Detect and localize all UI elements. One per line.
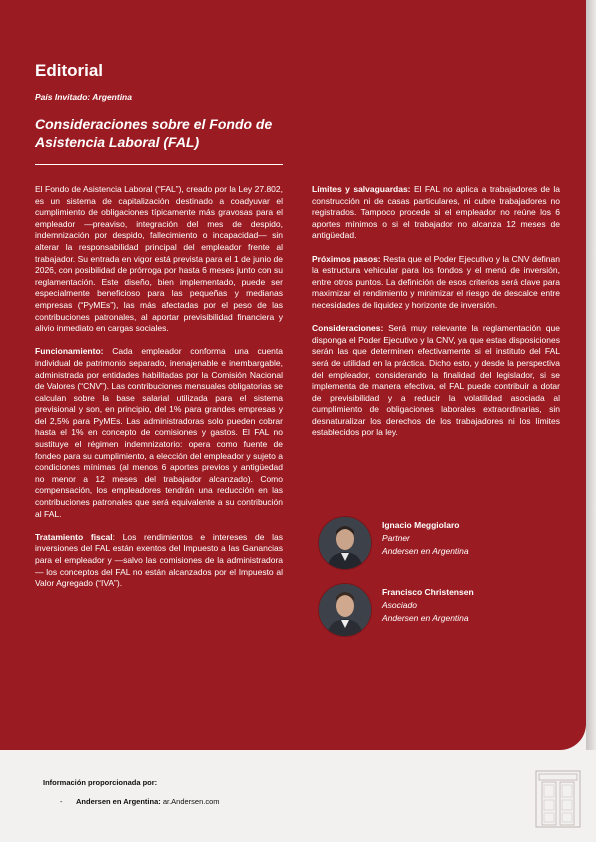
funcionamiento-paragraph <box>35 346 283 520</box>
limites-text: El FAL no aplica a trabajadores de la construcción ni de casas particulares, ni cubre trabajadores no registrados. Tampoco procede si el empleador no reúne los 6 aportes mínimos o si el trabajador no alcanza 12 meses de antigüedad. <box>312 184 560 241</box>
consideraciones-label: Consideraciones: <box>312 323 384 334</box>
footer-bullet: - <box>60 797 63 806</box>
guest-country-label: País Invitado: Argentina <box>35 92 132 102</box>
avatar <box>318 516 372 570</box>
funcionamiento-label: Funcionamiento: <box>35 346 104 357</box>
author-name: Ignacio Meggiolaro <box>382 520 460 530</box>
pasos-paragraph <box>312 254 560 312</box>
funcionamiento-text: Cada empleador conforma una cuenta individual de patrimonio separado, inenajenable e inembargable, administrada por entidades habilitadas por la Comisión Nacional de Valores (“CNV”). Las contribuciones mensuales obligatorias se calculan sobre la base salarial utilizada para el sistema previsional y son, en principio, del 1% para grandes empresas y del 2,5% para PyMEs. Las administradoras solo pueden cobrar hasta el 1% en concepto de comisiones y gastos. El FAL no sustituye el régimen indemnizatorio: opera como fuente de fondeo para su cumplimiento, a elección del empleador y sujeto a condiciones mínimas (al menos 6 aportes previos y antigüedad no menor a 12 meses del trabajador alcanzado). Como compensación, los empleadores tendrán una reducción en las contribuciones patronales que será equivalente a su contribución al FAL. <box>35 346 283 519</box>
limites-label: Límites y salvaguardas: <box>312 184 411 194</box>
fiscal-paragraph <box>35 532 283 590</box>
consideraciones-paragraph <box>312 323 560 439</box>
door-logo-icon <box>535 770 581 828</box>
left-column <box>35 184 283 601</box>
pasos-label: Próximos pasos: <box>312 253 381 264</box>
article-headline: Consideraciones sobre el Fondo de Asistencia Laboral (FAL) <box>35 116 273 150</box>
pasos-text: Resta que el Poder Ejecutivo y la CNV definan la estructura vehicular para los fondos y el menú de inversión, entre otros puntos. La definición de esos criterios será clave para maximizar el rendimiento y minimizar el riesgo de descalce entre necesidades de liquidez y horizonte de inversión. <box>312 253 560 310</box>
author-role: Asociado <box>382 600 417 610</box>
author-firm: Andersen en Argentina <box>382 613 469 623</box>
page-edge <box>586 0 596 750</box>
right-column <box>312 184 560 451</box>
fiscal-label: Tratamiento fiscal <box>35 531 113 542</box>
consideraciones-text: Será muy relevante la reglamentación que disponga el Poder Ejecutivo y la CNV, ya que estas disposiciones serán las que determinen efectivamente si el instituto del FAL será de utilidad en la práctica. Dicho esto, y desde la perspectiva del empleador, considerando la finalidad del legislador, si se implementa de manera efectiva, el FAL puede contribuir a dotar de previsibilidad y a reducir la volatilidad asociada al cumplimiento de obligaciones laborales extraordinarias, sin desnaturalizar los derechos de los trabajadores ni los límites establecidos por la ley. <box>312 323 560 438</box>
footer-source <box>76 797 220 806</box>
avatar <box>318 583 372 637</box>
author-role: Partner <box>382 533 410 543</box>
footer-source-name: Andersen en Argentina: <box>76 797 161 806</box>
author-firm: Andersen en Argentina <box>382 546 469 556</box>
footer-source-url[interactable]: ar.Andersen.com <box>160 797 220 806</box>
author-card <box>318 516 568 572</box>
person-portrait-icon <box>319 584 371 636</box>
person-portrait-icon <box>319 517 371 569</box>
section-title: Editorial <box>35 61 104 80</box>
limites-paragraph <box>312 184 560 242</box>
author-name: Francisco Christensen <box>382 587 474 597</box>
footer-title: Información proporcionada por: <box>43 778 158 787</box>
intro-paragraph: El Fondo de Asistencia Laboral (“FAL”), creado por la Ley 27.802, es un sistema de capitalización destinado a coadyuvar el cumplimiento de obligaciones típicamente más gravosas para el empleador —preaviso, integración del mes de despido, indemnización por despido, fallecimiento o incapacidad— sin alterar la responsabilidad principal del empleador frente al trabajador. Su entrada en vigor está prevista para el 1 de junio de 2026, con posibilidad de prórroga por hasta 6 meses junto con su reglamentación. Este diseño, bien implementado, puede ser especialmente beneficioso para las pequeñas y medianas empresas (“PyMEs”), las más afectadas por el peso de las contribuciones patronales, al aportar previsibilidad financiera y alivio inmediato en cargas sociales. <box>35 184 283 334</box>
author-card <box>318 583 568 639</box>
fiscal-text: : Los rendimientos e intereses de las inversiones del FAL están exentos del Impuesto a las Ganancias para el empleador y —salvo las comisiones de la administradora— los conceptos del FAL no están alcanzados por el Impuesto al Valor Agregado (“IVA”). <box>35 531 284 589</box>
headline-divider <box>35 164 283 165</box>
